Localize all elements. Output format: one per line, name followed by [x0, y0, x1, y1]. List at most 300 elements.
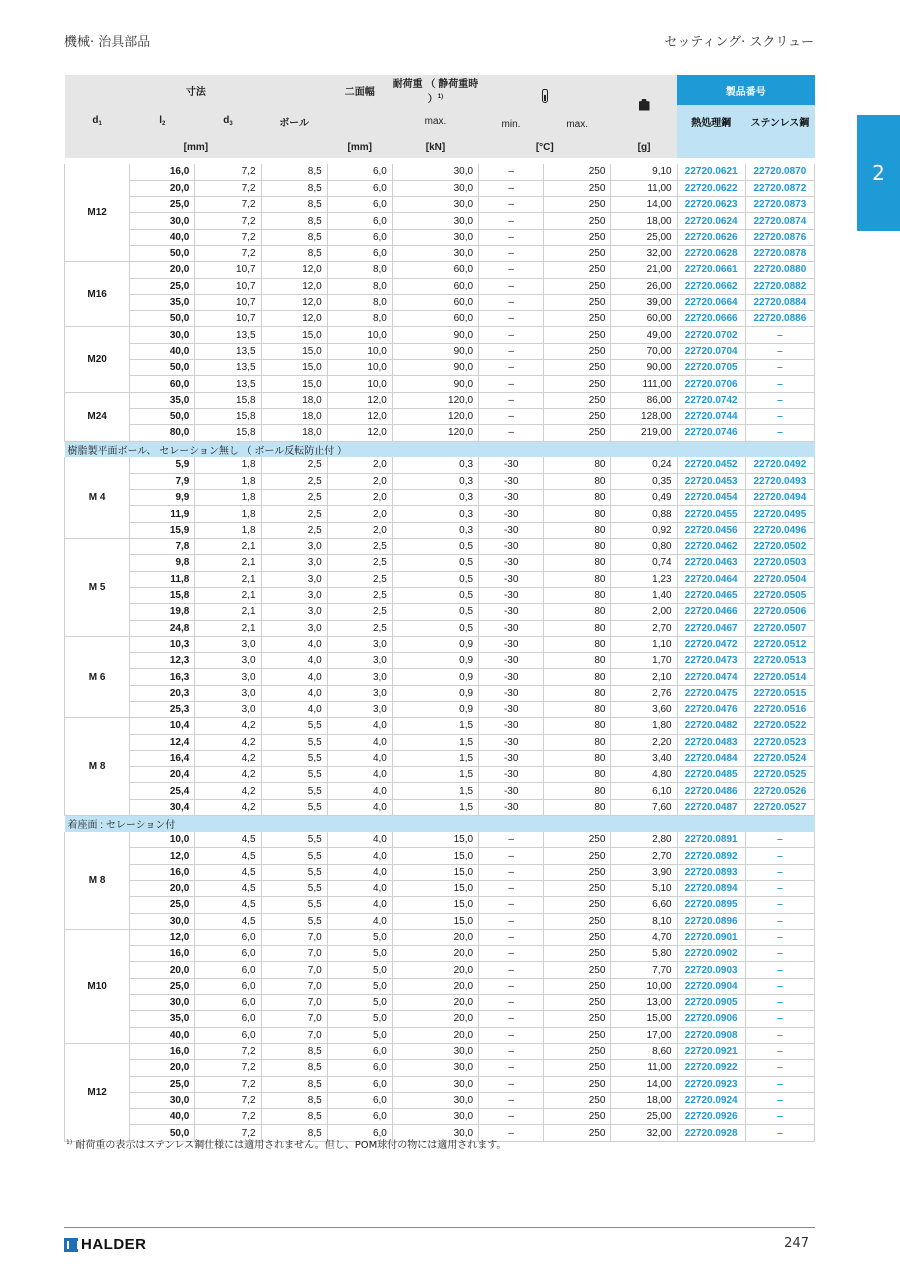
cell-l1: 16,0 [130, 864, 195, 880]
cell-load: – [479, 1043, 544, 1059]
cell-art-heat-treated[interactable]: – [745, 1125, 814, 1141]
cell-weight[interactable]: 22720.0626 [677, 229, 745, 245]
cell-l1: 35,0 [130, 1011, 195, 1027]
cell-temp-max: 0,74 [611, 555, 677, 571]
cell-art-heat-treated[interactable]: – [745, 1060, 814, 1076]
cell-weight[interactable]: 22720.0923 [677, 1076, 745, 1092]
cell-weight[interactable]: 22720.0926 [677, 1109, 745, 1125]
cell-temp-max: 10,00 [611, 978, 677, 994]
cell-ball: 4,0 [327, 832, 392, 848]
cell-temp-min: 80 [544, 799, 611, 815]
cell-art-heat-treated[interactable]: – [745, 864, 814, 880]
cell-d3: 5,5 [261, 783, 327, 799]
cell-art-heat-treated[interactable]: – [745, 408, 814, 424]
cell-load: – [479, 1060, 544, 1076]
cell-art-heat-treated[interactable]: 22720.0874 [745, 213, 814, 229]
cell-art-heat-treated[interactable]: – [745, 376, 814, 392]
cell-l1: 20,3 [130, 685, 195, 701]
cell-art-heat-treated[interactable]: 22720.0512 [745, 636, 814, 652]
cell-ball: 4,0 [327, 718, 392, 734]
cell-width-flats: 0,3 [392, 457, 478, 473]
cell-weight[interactable]: 22720.0483 [677, 734, 745, 750]
cell-art-heat-treated[interactable]: 22720.0523 [745, 734, 814, 750]
cell-l2: 7,2 [195, 1043, 261, 1059]
cell-width-flats: 1,5 [392, 799, 478, 815]
cell-ball: 4,0 [327, 799, 392, 815]
cell-art-heat-treated[interactable]: 22720.0526 [745, 783, 814, 799]
cell-temp-min: 80 [544, 783, 611, 799]
cell-l2: 1,8 [195, 522, 261, 538]
cell-width-flats: 1,5 [392, 734, 478, 750]
cell-d3: 8,5 [261, 164, 327, 180]
cell-l1: 20,0 [130, 180, 195, 196]
cell-weight[interactable]: 22720.0487 [677, 799, 745, 815]
cell-ball: 2,5 [327, 539, 392, 555]
cell-art-heat-treated[interactable]: 22720.0507 [745, 620, 814, 636]
cell-load: -30 [479, 522, 544, 538]
cell-ball: 6,0 [327, 180, 392, 196]
cell-art-heat-treated[interactable]: – [745, 962, 814, 978]
cell-l1: 12,0 [130, 929, 195, 945]
cell-width-flats: 120,0 [392, 392, 478, 408]
cell-l2: 6,0 [195, 995, 261, 1011]
cell-load: – [479, 848, 544, 864]
cell-art-heat-treated[interactable]: 22720.0505 [745, 587, 814, 603]
cell-art-heat-treated[interactable]: 22720.0522 [745, 718, 814, 734]
cell-art-heat-treated[interactable]: – [745, 392, 814, 408]
halder-logo-text: HALDER [81, 1236, 147, 1253]
cell-art-heat-treated[interactable]: 22720.0495 [745, 506, 814, 522]
cell-weight[interactable]: 22720.0476 [677, 702, 745, 718]
cell-weight[interactable]: 22720.0475 [677, 685, 745, 701]
cell-l2: 7,2 [195, 1076, 261, 1092]
cell-d3: 5,5 [261, 799, 327, 815]
cell-art-heat-treated[interactable]: – [745, 929, 814, 945]
table-row [65, 783, 815, 799]
table-row [65, 360, 815, 376]
cell-temp-min: 250 [544, 229, 611, 245]
cell-d3: 8,5 [261, 1109, 327, 1125]
cell-art-heat-treated[interactable]: 22720.0514 [745, 669, 814, 685]
cell-art-heat-treated[interactable]: – [745, 946, 814, 962]
cell-width-flats: 0,9 [392, 653, 478, 669]
cell-weight[interactable]: 22720.0467 [677, 620, 745, 636]
cell-weight[interactable]: 22720.0456 [677, 522, 745, 538]
cell-width-flats: 120,0 [392, 425, 478, 441]
cell-art-heat-treated[interactable]: – [745, 1027, 814, 1043]
cell-l1: 25,0 [130, 1076, 195, 1092]
cell-art-heat-treated[interactable]: 22720.0882 [745, 278, 814, 294]
cell-art-heat-treated[interactable]: 22720.0492 [745, 457, 814, 473]
thread-size: M12 [65, 164, 130, 262]
cell-width-flats: 15,0 [392, 913, 478, 929]
cell-temp-max: 7,70 [611, 962, 677, 978]
cell-width-flats: 0,3 [392, 473, 478, 489]
table-row [65, 946, 815, 962]
cell-art-heat-treated[interactable]: – [745, 913, 814, 929]
cell-ball: 8,0 [327, 262, 392, 278]
cell-temp-min: 250 [544, 995, 611, 1011]
cell-temp-min: 250 [544, 1043, 611, 1059]
cell-art-heat-treated[interactable]: – [745, 343, 814, 359]
cell-art-heat-treated[interactable]: – [745, 1011, 814, 1027]
cell-load: -30 [479, 620, 544, 636]
cell-weight[interactable]: 22720.0623 [677, 197, 745, 213]
cell-art-heat-treated[interactable]: 22720.0494 [745, 490, 814, 506]
cell-ball: 5,0 [327, 1011, 392, 1027]
cell-width-flats: 15,0 [392, 864, 478, 880]
cell-temp-max: 0,35 [611, 473, 677, 489]
cell-d3: 7,0 [261, 978, 327, 994]
cell-art-heat-treated[interactable]: – [745, 1076, 814, 1092]
cell-weight[interactable]: 22720.0455 [677, 506, 745, 522]
cell-art-heat-treated[interactable]: – [745, 848, 814, 864]
header-unit-kn: [kN] [392, 137, 478, 158]
cell-temp-min: 80 [544, 734, 611, 750]
cell-temp-min: 250 [544, 408, 611, 424]
cell-d3: 18,0 [261, 392, 327, 408]
cell-l1: 30,4 [130, 799, 195, 815]
cell-art-heat-treated[interactable]: 22720.0524 [745, 750, 814, 766]
table-row [65, 897, 815, 913]
cell-ball: 8,0 [327, 278, 392, 294]
cell-l1: 24,8 [130, 620, 195, 636]
cell-art-heat-treated[interactable]: – [745, 978, 814, 994]
cell-weight[interactable]: 22720.0896 [677, 913, 745, 929]
cell-d3: 18,0 [261, 425, 327, 441]
cell-art-heat-treated[interactable]: – [745, 1092, 814, 1108]
cell-ball: 4,0 [327, 767, 392, 783]
cell-weight[interactable]: 22720.0661 [677, 262, 745, 278]
section-row [65, 441, 815, 457]
thread-size: M20 [65, 327, 130, 392]
cell-art-heat-treated[interactable]: – [745, 1043, 814, 1059]
cell-art-heat-treated[interactable]: 22720.0504 [745, 571, 814, 587]
cell-art-heat-treated[interactable]: 22720.0515 [745, 685, 814, 701]
cell-l2: 2,1 [195, 571, 261, 587]
cell-l2: 10,7 [195, 262, 261, 278]
cell-temp-max: 26,00 [611, 278, 677, 294]
footer-rule [64, 1227, 815, 1228]
cell-temp-min: 250 [544, 864, 611, 880]
cell-weight[interactable]: 22720.0466 [677, 604, 745, 620]
header-unit-blank-2 [745, 137, 814, 158]
cell-width-flats: 20,0 [392, 946, 478, 962]
cell-temp-min: 250 [544, 1027, 611, 1043]
cell-l1: 16,4 [130, 750, 195, 766]
cell-width-flats: 0,3 [392, 522, 478, 538]
cell-temp-min: 250 [544, 1060, 611, 1076]
cell-weight[interactable]: 22720.0903 [677, 962, 745, 978]
table-row [65, 653, 815, 669]
cell-d3: 8,5 [261, 180, 327, 196]
cell-art-heat-treated[interactable]: – [745, 327, 814, 343]
cell-load: – [479, 408, 544, 424]
cell-l1: 20,0 [130, 262, 195, 278]
chapter-tab[interactable]: 2 [857, 115, 900, 231]
cell-art-heat-treated[interactable]: – [745, 425, 814, 441]
table-row [65, 995, 815, 1011]
cell-weight[interactable]: 22720.0484 [677, 750, 745, 766]
cell-weight[interactable]: 22720.0895 [677, 897, 745, 913]
cell-weight[interactable]: 22720.0905 [677, 995, 745, 1011]
header-dims: 寸法 [65, 75, 328, 105]
cell-temp-min: 250 [544, 327, 611, 343]
cell-width-flats: 30,0 [392, 1060, 478, 1076]
cell-weight[interactable]: 22720.0928 [677, 1125, 745, 1141]
cell-weight[interactable]: 22720.0463 [677, 555, 745, 571]
cell-temp-min: 250 [544, 376, 611, 392]
cell-l2: 10,7 [195, 278, 261, 294]
cell-weight[interactable]: 22720.0704 [677, 343, 745, 359]
cell-d3: 15,0 [261, 360, 327, 376]
cell-l1: 25,0 [130, 978, 195, 994]
cell-weight[interactable]: 22720.0462 [677, 539, 745, 555]
cell-l1: 11,8 [130, 571, 195, 587]
cell-l1: 20,0 [130, 962, 195, 978]
cell-weight[interactable]: 22720.0901 [677, 929, 745, 945]
cell-weight[interactable]: 22720.0628 [677, 245, 745, 261]
cell-weight[interactable]: 22720.0454 [677, 490, 745, 506]
cell-art-heat-treated[interactable]: 22720.0870 [745, 164, 814, 180]
cell-weight[interactable]: 22720.0452 [677, 457, 745, 473]
cell-weight[interactable]: 22720.0465 [677, 587, 745, 603]
cell-l1: 30,0 [130, 913, 195, 929]
cell-d3: 7,0 [261, 929, 327, 945]
cell-weight[interactable]: 22720.0472 [677, 636, 745, 652]
cell-art-heat-treated[interactable]: 22720.0527 [745, 799, 814, 815]
table-row [65, 832, 815, 848]
spec-table-body [65, 158, 815, 1141]
cell-load: – [479, 392, 544, 408]
cell-weight[interactable]: 22720.0662 [677, 278, 745, 294]
cell-d3: 8,5 [261, 1043, 327, 1059]
table-row [65, 262, 815, 278]
table-row [65, 425, 815, 441]
cell-width-flats: 60,0 [392, 262, 478, 278]
cell-width-flats: 20,0 [392, 1027, 478, 1043]
cell-width-flats: 0,9 [392, 685, 478, 701]
cell-l2: 13,5 [195, 360, 261, 376]
cell-l1: 50,0 [130, 360, 195, 376]
cell-art-heat-treated[interactable]: – [745, 897, 814, 913]
cell-ball: 6,0 [327, 1125, 392, 1141]
cell-temp-max: 3,40 [611, 750, 677, 766]
table-row [65, 620, 815, 636]
cell-ball: 6,0 [327, 1060, 392, 1076]
cell-weight[interactable]: 22720.0892 [677, 848, 745, 864]
table-row [65, 555, 815, 571]
cell-temp-min: 80 [544, 587, 611, 603]
table-row [65, 734, 815, 750]
cell-ball: 5,0 [327, 1027, 392, 1043]
cell-l2: 7,2 [195, 1125, 261, 1141]
cell-art-heat-treated[interactable]: 22720.0513 [745, 653, 814, 669]
cell-art-heat-treated[interactable]: – [745, 1109, 814, 1125]
cell-temp-min: 250 [544, 294, 611, 310]
cell-l1: 10,0 [130, 832, 195, 848]
table-row [65, 685, 815, 701]
cell-temp-min: 80 [544, 750, 611, 766]
cell-weight[interactable]: 22720.0906 [677, 1011, 745, 1027]
cell-width-flats: 0,3 [392, 490, 478, 506]
table-row [65, 506, 815, 522]
cell-width-flats: 0,5 [392, 539, 478, 555]
cell-weight[interactable]: 22720.0666 [677, 311, 745, 327]
cell-weight[interactable]: 22720.0746 [677, 425, 745, 441]
cell-weight[interactable]: 22720.0622 [677, 180, 745, 196]
cell-art-heat-treated[interactable]: 22720.0503 [745, 555, 814, 571]
cell-temp-max: 2,10 [611, 669, 677, 685]
cell-l1: 30,0 [130, 213, 195, 229]
cell-art-heat-treated[interactable]: – [745, 360, 814, 376]
cell-width-flats: 30,0 [392, 1125, 478, 1141]
cell-temp-max: 2,20 [611, 734, 677, 750]
cell-weight[interactable]: 22720.0474 [677, 669, 745, 685]
cell-art-heat-treated[interactable]: – [745, 880, 814, 896]
cell-art-heat-treated[interactable]: 22720.0884 [745, 294, 814, 310]
cell-weight[interactable]: 22720.0706 [677, 376, 745, 392]
header-temp-max: max. [566, 118, 588, 130]
cell-load: -30 [479, 702, 544, 718]
cell-load: – [479, 197, 544, 213]
cell-weight[interactable]: 22720.0705 [677, 360, 745, 376]
table-row [65, 750, 815, 766]
cell-width-flats: 90,0 [392, 360, 478, 376]
cell-l2: 4,5 [195, 832, 261, 848]
cell-temp-min: 250 [544, 848, 611, 864]
cell-load: -30 [479, 734, 544, 750]
cell-temp-max: 3,60 [611, 702, 677, 718]
cell-weight[interactable]: 22720.0908 [677, 1027, 745, 1043]
cell-weight[interactable]: 22720.0891 [677, 832, 745, 848]
cell-weight[interactable]: 22720.0621 [677, 164, 745, 180]
cell-l2: 13,5 [195, 376, 261, 392]
cell-l2: 4,5 [195, 897, 261, 913]
cell-ball: 5,0 [327, 946, 392, 962]
cell-weight[interactable]: 22720.0904 [677, 978, 745, 994]
header-unit-mm: [mm] [65, 137, 328, 158]
cell-temp-max: 0,88 [611, 506, 677, 522]
cell-temp-max: 6,10 [611, 783, 677, 799]
cell-temp-max: 14,00 [611, 197, 677, 213]
section-title: 着座面 : セレーション付 [65, 816, 815, 832]
cell-art-heat-treated[interactable]: 22720.0496 [745, 522, 814, 538]
cell-load: -30 [479, 669, 544, 685]
table-row [65, 278, 815, 294]
cell-d3: 3,0 [261, 555, 327, 571]
cell-art-heat-treated[interactable]: – [745, 995, 814, 1011]
cell-width-flats: 20,0 [392, 1011, 478, 1027]
cell-weight[interactable]: 22720.0922 [677, 1060, 745, 1076]
cell-width-flats: 0,5 [392, 587, 478, 603]
cell-temp-min: 250 [544, 978, 611, 994]
cell-weight[interactable]: 22720.0893 [677, 864, 745, 880]
cell-temp-min: 80 [544, 571, 611, 587]
table-row [65, 180, 815, 196]
cell-l2: 4,2 [195, 767, 261, 783]
table-row [65, 1109, 815, 1125]
cell-width-flats: 90,0 [392, 343, 478, 359]
cell-art-heat-treated[interactable]: 22720.0872 [745, 180, 814, 196]
cell-l1: 40,0 [130, 229, 195, 245]
cell-art-heat-treated[interactable]: 22720.0493 [745, 473, 814, 489]
cell-l1: 16,0 [130, 946, 195, 962]
cell-ball: 12,0 [327, 425, 392, 441]
cell-l1: 50,0 [130, 408, 195, 424]
cell-art-heat-treated[interactable]: 22720.0878 [745, 245, 814, 261]
cell-width-flats: 20,0 [392, 995, 478, 1011]
table-row [65, 539, 815, 555]
cell-l1: 40,0 [130, 1027, 195, 1043]
cell-l1: 50,0 [130, 311, 195, 327]
cell-ball: 6,0 [327, 1076, 392, 1092]
cell-temp-max: 15,00 [611, 1011, 677, 1027]
cell-art-heat-treated[interactable]: 22720.0886 [745, 311, 814, 327]
cell-load: -30 [479, 555, 544, 571]
cell-ball: 5,0 [327, 978, 392, 994]
cell-art-heat-treated[interactable]: 22720.0873 [745, 197, 814, 213]
cell-ball: 10,0 [327, 360, 392, 376]
cell-art-heat-treated[interactable]: – [745, 832, 814, 848]
cell-art-heat-treated[interactable]: 22720.0506 [745, 604, 814, 620]
cell-temp-min: 250 [544, 962, 611, 978]
cell-art-heat-treated[interactable]: 22720.0516 [745, 702, 814, 718]
cell-weight[interactable]: 22720.0624 [677, 213, 745, 229]
cell-d3: 5,5 [261, 848, 327, 864]
cell-l2: 10,7 [195, 311, 261, 327]
cell-art-heat-treated[interactable]: 22720.0525 [745, 767, 814, 783]
cell-load: -30 [479, 587, 544, 603]
cell-weight[interactable]: 22720.0702 [677, 327, 745, 343]
cell-weight[interactable]: 22720.0485 [677, 767, 745, 783]
cell-l1: 11,9 [130, 506, 195, 522]
cell-ball: 2,0 [327, 473, 392, 489]
cell-temp-max: 14,00 [611, 1076, 677, 1092]
cell-art-heat-treated[interactable]: 22720.0502 [745, 539, 814, 555]
cell-ball: 4,0 [327, 880, 392, 896]
cell-l2: 7,2 [195, 1060, 261, 1076]
cell-ball: 5,0 [327, 962, 392, 978]
cell-weight[interactable]: 22720.0482 [677, 718, 745, 734]
cell-weight[interactable]: 22720.0464 [677, 571, 745, 587]
footnote: $^{1)}$ 耐荷重の表示はステンレス鋼仕様には適用されません。但し、POM球付の物には適用されます。 [66, 1139, 507, 1151]
cell-temp-max: 0,49 [611, 490, 677, 506]
cell-load: – [479, 1027, 544, 1043]
cell-l1: 5,9 [130, 457, 195, 473]
cell-ball: 4,0 [327, 913, 392, 929]
cell-weight[interactable]: 22720.0664 [677, 294, 745, 310]
cell-l1: 60,0 [130, 376, 195, 392]
cell-weight[interactable]: 22720.0744 [677, 408, 745, 424]
cell-weight[interactable]: 22720.0453 [677, 473, 745, 489]
cell-load: -30 [479, 653, 544, 669]
cell-weight[interactable]: 22720.0924 [677, 1092, 745, 1108]
cell-weight[interactable]: 22720.0486 [677, 783, 745, 799]
cell-weight[interactable]: 22720.0894 [677, 880, 745, 896]
cell-temp-max: 90,00 [611, 360, 677, 376]
cell-weight[interactable]: 22720.0473 [677, 653, 745, 669]
cell-l2: 4,5 [195, 880, 261, 896]
cell-weight[interactable]: 22720.0921 [677, 1043, 745, 1059]
cell-art-heat-treated[interactable]: 22720.0876 [745, 229, 814, 245]
cell-width-flats: 15,0 [392, 848, 478, 864]
cell-art-heat-treated[interactable]: 22720.0880 [745, 262, 814, 278]
cell-ball: 6,0 [327, 164, 392, 180]
cell-weight[interactable]: 22720.0742 [677, 392, 745, 408]
cell-weight[interactable]: 22720.0902 [677, 946, 745, 962]
cell-d3: 15,0 [261, 327, 327, 343]
